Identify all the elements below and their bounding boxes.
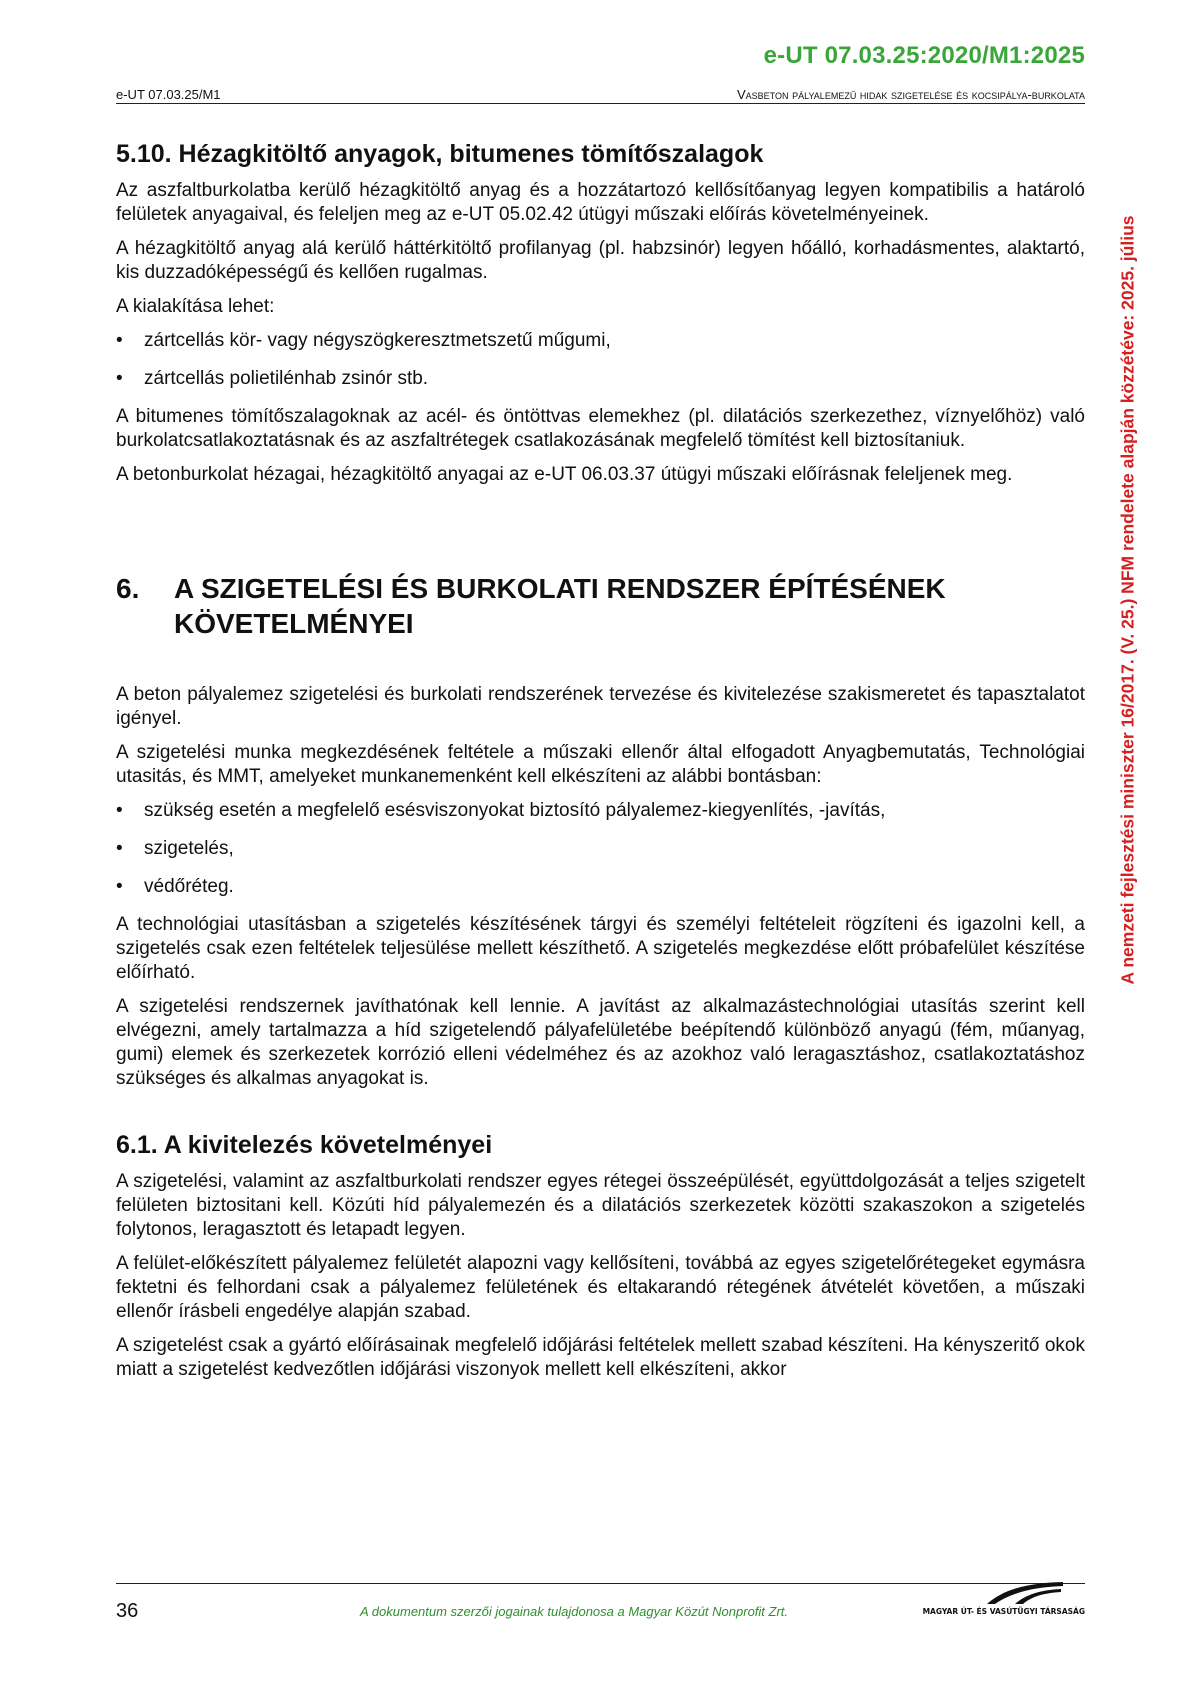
bullet-icon: • xyxy=(116,838,123,859)
chapter-title-text: A SZIGETELÉSI ÉS BURKOLATI RENDSZER ÉPÍTÉSÉNEK KÖVETELMÉNYEI xyxy=(174,573,946,639)
list-item xyxy=(116,329,1085,353)
bullet-icon: • xyxy=(116,368,123,389)
paragraph: A kialakítása lehet: xyxy=(116,296,275,317)
paragraph: A beton pályalemez szigetelési és burkolati rendszerének tervezése és kivitelezése szakismeretet és tapasztalatot igényel. xyxy=(116,684,1085,729)
paragraph: Az aszfaltburkolatba kerülő hézagkitöltő anyag és a hozzátartozó kellősítőanyag legyen kompatibilis a határoló felületek anyagaival, és feleljen meg az e-UT 05.02.42 útügyi műszaki előírás követelményeinek. xyxy=(116,180,1085,225)
paragraph: A szigetelési, valamint az aszfaltburkolati rendszer egyes rétegei összeépülését, együttdolgozását a teljes szigetelt felületen biztositani kell. Közúti híd pályalemezén és a dilatációs szerkezetek közötti szakaszokon a szigetelés folytonos, leragasztott és letapadt legyen. xyxy=(116,1171,1085,1240)
bullet-list xyxy=(116,799,1085,899)
document-code: e-UT 07.03.25:2020/M1:2025 xyxy=(763,42,1085,69)
header-left: e-UT 07.03.25/M1 xyxy=(116,87,221,102)
logo-text: MAGYAR ÚT- ÉS VASÚTÜGYI TÁRSASÁG xyxy=(922,1607,1085,1616)
bullet-list xyxy=(116,329,1085,391)
section-5-10-title: 5.10. Hézagkitöltő anyagok, bitumenes tömítőszalagok xyxy=(116,140,764,168)
paragraph: A felület-előkészített pályalemez felületét alapozni vagy kellősíteni, továbbá az egyes szigetelőrétegeket egymásra fektetni és felhordani csak a pályalemez felületének és eltakarandó rétegének átvételét követően, a műszaki ellenőr írásbeli engedélye alapján szabad. xyxy=(116,1253,1085,1322)
chapter-6-title xyxy=(116,571,1085,641)
list-item xyxy=(116,837,1085,861)
logo-road-icon xyxy=(985,1580,1065,1606)
paragraph: A technológiai utasításban a szigetelés készítésének tárgyi és személyi feltételeit rögzíteni és igazolni kell, a szigetelés csak ezen feltételek teljesülése mellett készíthető. A szigetelés megkezdése előtt próbafelület készítése előírható. xyxy=(116,914,1085,983)
list-item xyxy=(116,799,1085,823)
paragraph: A szigetelési munka megkezdésének feltétele a műszaki ellenőr által elfogadott Anyagbemutatás, Technológiai utasitás, és MMT, amelyeket munkanemenként kell elkészíteni az alábbi bontásban: xyxy=(116,742,1085,787)
paragraph: A hézagkitöltő anyag alá kerülő háttérkitöltő profilanyag (pl. habzsinór) legyen hőálló, korhadásmentes, alaktartó, kis duzzadóképességű és kellően rugalmas. xyxy=(116,238,1085,283)
list-item xyxy=(116,367,1085,391)
bullet-icon: • xyxy=(116,800,123,821)
list-item-text: szigetelés, xyxy=(144,838,234,859)
paragraph: A szigetelést csak a gyártó előírásainak megfelelő időjárási feltételek mellett szabad készíteni. Ha kényszeritő okok miatt a szigetelést kedvezőtlen időjárási viszonyok mellett kell elkészíteni, akkor xyxy=(116,1335,1085,1380)
main-content xyxy=(116,140,1085,1392)
side-note-text: A nemzeti fejlesztési miniszter 16/2017. (V. 25.) NFM rendelete alapján közzétéve: 2025. július xyxy=(1117,215,1138,985)
list-item xyxy=(116,875,1085,899)
header-divider xyxy=(116,103,1085,104)
paragraph: A bitumenes tömítőszalagoknak az acél- és öntöttvas elemekhez (pl. dilatációs szerkezethez, víznyelőhöz) való burkolatcsatlakoztatásnak és az aszfaltrétegek csatlakozásának megfelelő tömítést kell biztosítaniuk. xyxy=(116,406,1085,451)
page-number: 36 xyxy=(116,1600,139,1622)
list-item-text: szükség esetén a megfelelő esésviszonyokat biztosító pályalemez-kiegyenlítés, -javítás, xyxy=(144,800,886,821)
bullet-icon: • xyxy=(116,876,123,897)
header-right: Vasbeton pályalemezű hidak szigetelése és kocsipálya-burkolata xyxy=(737,87,1085,102)
copyright-notice: A dokumentum szerzői jogainak tulajdonosa a Magyar Közút Nonprofit Zrt. xyxy=(360,1604,789,1619)
chapter-number: 6. xyxy=(116,573,140,604)
list-item-text: zártcellás kör- vagy négyszögkeresztmetszetű műgumi, xyxy=(144,330,611,351)
list-item-text: zártcellás polietilénhab zsinór stb. xyxy=(144,368,429,389)
list-item-text: védőréteg. xyxy=(144,876,234,897)
paragraph: A szigetelési rendszernek javíthatónak kell lennie. A javítást az alkalmazástechnológiai utasítás szerint kell elvégezni, amely tartalmazza a híd szigetelendő pályafelületébe beépítendő különböző anyagú (fém, műanyag, gumi) elemek és szerkezetek korrózió elleni védelméhez és az azokhoz való leragasztáshoz, csatlakoztatáshoz szükséges és alkalmas anyagokat is. xyxy=(116,996,1085,1089)
bullet-icon: • xyxy=(116,330,123,351)
section-6-1-title: 6.1. A kivitelezés követelményei xyxy=(116,1131,493,1159)
company-logo xyxy=(922,1580,1085,1620)
paragraph: A betonburkolat hézagai, hézagkitöltő anyagai az e-UT 06.03.37 útügyi műszaki előírásnak feleljenek meg. xyxy=(116,464,1013,485)
